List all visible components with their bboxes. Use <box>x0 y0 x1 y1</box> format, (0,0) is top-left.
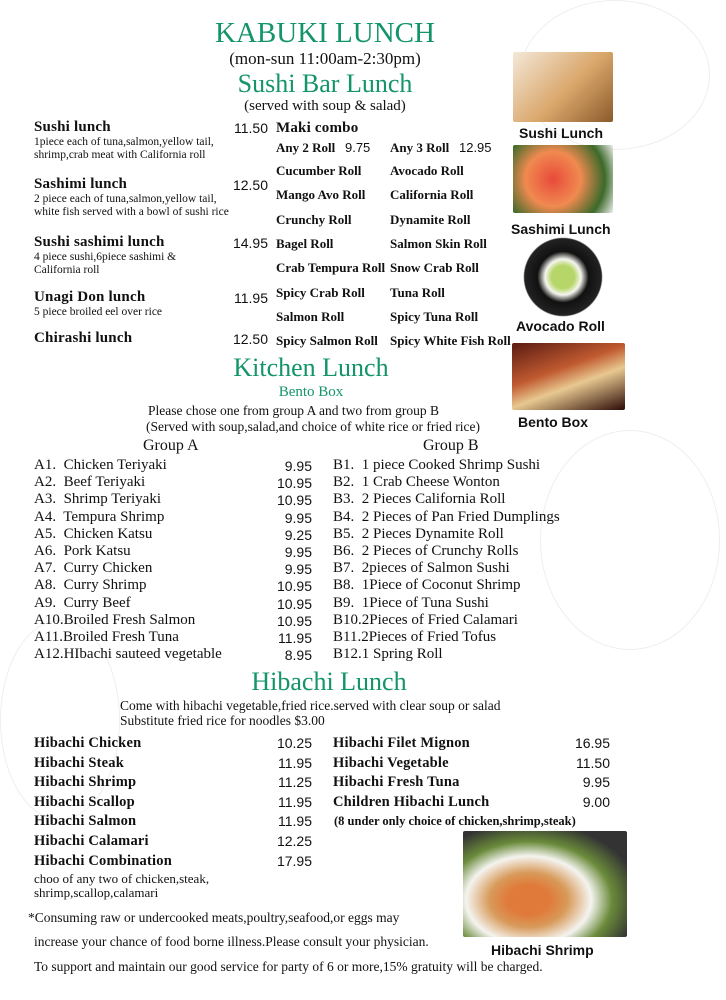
group-b-item: B2. 1 Crab Cheese Wonton <box>333 474 500 491</box>
maki-roll: Cucumber Roll <box>276 163 362 178</box>
hibachi-item-name: Hibachi Shrimp <box>34 774 137 790</box>
hibachi-shrimp-caption: Hibachi Shrimp <box>491 942 594 958</box>
sushi-item-name: Chirashi lunch <box>34 330 133 346</box>
group-a-item: A4. Tempura Shrimp <box>34 508 165 525</box>
maki-roll: Spicy Salmon Roll <box>276 333 378 349</box>
avocado-roll-photo <box>513 237 613 317</box>
hibachi-item-name: Hibachi Vegetable <box>333 755 449 771</box>
group-a-item: A6. Pork Katsu <box>34 543 131 559</box>
footer-line-1: *Consuming raw or undercooked meats,poultry,seafood,or eggs may <box>28 910 400 925</box>
sashimi-lunch-photo <box>513 145 613 213</box>
hibachi-item-name: Children Hibachi Lunch <box>333 794 490 810</box>
group-b-item: B3. 2 Pieces California Roll <box>333 491 506 508</box>
maki-roll: Salmon Skin Roll <box>390 235 487 251</box>
sushi-item-name: Unagi Don lunch <box>34 289 146 305</box>
hibachi-shrimp-photo <box>463 831 627 937</box>
maki-roll: California Roll <box>390 187 474 203</box>
sushi-item-desc: 4 piece sushi,6piece sashimi & <box>34 251 177 263</box>
sushi-item-desc: white fish served with a bowl of sushi rice <box>34 206 229 218</box>
group-a-item: A7. Curry Chicken <box>34 560 153 577</box>
sushi-item-price: 14.95 <box>232 235 268 251</box>
hibachi-item-price: 17.95 <box>276 853 312 869</box>
sushi-item-price: 12.50 <box>232 177 268 193</box>
group-a-price: 10.95 <box>276 492 312 509</box>
sushi-item-desc: shrimp,crab meat with California roll <box>34 149 206 161</box>
group-a-price: 8.95 <box>284 647 312 664</box>
any3-price: 12.95 <box>458 140 492 155</box>
hibachi-item-name: Hibachi Combination <box>34 853 172 869</box>
sushi-item-desc: 2 piece each of tuna,salmon,yellow tail, <box>34 193 217 205</box>
group-b-item: B5. 2 Pieces Dynamite Roll <box>333 525 504 542</box>
any3-label: Any 3 Roll <box>390 140 450 155</box>
group-a-price: 10.95 <box>276 612 312 629</box>
group-a-item: A11.Broiled Fresh Tuna <box>34 629 179 645</box>
group-a-price: 9.95 <box>284 544 312 560</box>
combo-desc-line: choo of any two of chicken,steak, <box>34 871 210 886</box>
maki-roll: Mango Avo Roll <box>276 187 366 203</box>
hibachi-item-price: 9.00 <box>582 794 610 810</box>
hibachi-note-2: Substitute fried rice for noodles $3.00 <box>120 713 325 728</box>
hibachi-item-price: 11.95 <box>278 755 312 771</box>
hibachi-item-price: 16.95 <box>574 735 610 751</box>
group-a-item: A8. Curry Shrimp <box>34 577 147 594</box>
maki-any3 <box>390 140 492 156</box>
maki-roll: Spicy Crab Roll <box>276 284 365 300</box>
group-a-item: A12.HIbachi sauteed vegetable <box>34 646 222 663</box>
footer-line-3: To support and maintain our good service for party of 6 or more,15% gratuity will be charged. <box>34 959 543 974</box>
maki-roll: Crab Tempura Roll <box>276 260 386 276</box>
group-b-item: B1. 1 piece Cooked Shrimp Sushi <box>333 457 541 473</box>
group-b-item: B12.1 Spring Roll <box>333 646 443 663</box>
maki-roll: Snow Crab Roll <box>390 260 479 276</box>
hibachi-item-name: Hibachi Filet Mignon <box>333 735 470 751</box>
sushi-item-price: 11.50 <box>234 120 268 136</box>
hibachi-item-price: 11.25 <box>278 774 312 790</box>
maki-roll: Avocado Roll <box>390 163 464 178</box>
group-a-price: 10.95 <box>276 578 312 595</box>
kitchen-lunch-subtitle: Bento Box <box>278 384 344 400</box>
decor-swirl <box>540 430 720 650</box>
maki-any2 <box>276 140 370 156</box>
menu-title: KABUKI LUNCH <box>215 17 435 49</box>
maki-roll: Dynamite Roll <box>390 211 471 227</box>
group-b-item: B10.2Pieces of Fried Calamari <box>333 611 518 628</box>
group-a-price: 10.95 <box>276 475 312 492</box>
group-a-price: 9.95 <box>284 561 312 578</box>
group-b-item: B11.2Pieces of Fried Tofus <box>333 629 497 645</box>
group-b-item: B7. 2pieces of Salmon Sushi <box>333 560 510 577</box>
group-a-title: Group A <box>143 437 199 454</box>
sushi-item-name: Sushi sashimi lunch <box>34 234 165 250</box>
hibachi-item-price: 10.25 <box>276 735 312 751</box>
group-a-item: A1. Chicken Teriyaki <box>34 457 167 473</box>
group-a-price: 10.95 <box>276 595 312 612</box>
any2-price: 9.75 <box>344 140 371 155</box>
maki-roll: Tuna Roll <box>390 284 445 300</box>
hibachi-item-price: 11.95 <box>278 813 312 829</box>
kitchen-lunch-title: Kitchen Lunch <box>233 353 389 382</box>
avocado-roll-caption: Avocado Roll <box>516 318 605 334</box>
any2-label: Any 2 Roll <box>276 140 336 155</box>
sushi-lunch-caption: Sushi Lunch <box>519 125 603 141</box>
group-a-price: 11.95 <box>278 630 312 646</box>
footer-line-2: increase your chance of food borne illness.Please consult your physician. <box>34 934 429 949</box>
kitchen-note-1: Please chose one from group A and two from group B <box>148 403 439 418</box>
sashimi-lunch-caption: Sashimi Lunch <box>511 221 611 237</box>
group-a-item: A5. Chicken Katsu <box>34 525 153 542</box>
sushi-item-name: Sushi lunch <box>34 119 111 135</box>
sushi-item-name: Sashimi lunch <box>34 176 128 192</box>
group-b-item: B4. 2 Pieces of Pan Fried Dumplings <box>333 508 560 525</box>
sushi-item-desc: 5 piece broiled eel over rice <box>34 306 163 318</box>
hibachi-item-price: 11.95 <box>278 794 312 810</box>
kitchen-note-2: (Served with soup,salad,and choice of white rice or fried rice) <box>146 419 480 434</box>
sushi-lunch-photo <box>513 52 613 122</box>
hibachi-item-price: 9.95 <box>582 774 610 790</box>
group-a-item: A3. Shrimp Teriyaki <box>34 491 161 508</box>
hibachi-lunch-title: Hibachi Lunch <box>251 667 407 696</box>
hibachi-item-price: 12.25 <box>276 833 312 849</box>
sushi-item-price: 12.50 <box>232 331 268 347</box>
hibachi-item-name: Hibachi Steak <box>34 755 125 771</box>
combo-desc-line: shrimp,scallop,calamari <box>34 885 159 900</box>
children-note: (8 under only choice of chicken,shrimp,steak) <box>334 814 576 828</box>
maki-title: Maki combo <box>276 120 359 136</box>
group-b-item: B9. 1Piece of Tuna Sushi <box>333 594 489 611</box>
group-a-item: A2. Beef Teriyaki <box>34 474 146 491</box>
hibachi-item-name: Hibachi Scallop <box>34 794 135 810</box>
combo-desc <box>34 872 209 900</box>
maki-roll: Crunchy Roll <box>276 211 352 227</box>
hibachi-item-name: Hibachi Calamari <box>34 833 149 849</box>
sushi-bar-subtitle: (served with soup & salad) <box>244 98 406 114</box>
maki-roll: Spicy Tuna Roll <box>390 308 479 324</box>
sushi-item-desc: California roll <box>34 264 100 276</box>
maki-roll: Salmon Roll <box>276 308 345 324</box>
bento-box-caption: Bento Box <box>518 414 588 430</box>
hibachi-item-name: Hibachi Chicken <box>34 735 142 751</box>
group-a-item: A10.Broiled Fresh Salmon <box>34 611 196 628</box>
maki-roll: Spicy White Fish Roll <box>390 333 511 349</box>
group-a-item: A9. Curry Beef <box>34 594 131 611</box>
hibachi-item-price: 11.50 <box>576 755 610 771</box>
sushi-item-desc: 1piece each of tuna,salmon,yellow tail, <box>34 136 214 148</box>
hibachi-item-name: Hibachi Fresh Tuna <box>333 774 460 790</box>
maki-roll: Bagel Roll <box>276 235 334 251</box>
group-a-price: 9.95 <box>284 458 312 474</box>
group-b-item: B6. 2 Pieces of Crunchy Rolls <box>333 543 519 559</box>
group-a-price: 9.25 <box>284 526 312 543</box>
hibachi-note-1: Come with hibachi vegetable,fried rice.served with clear soup or salad <box>120 698 501 713</box>
sushi-bar-title: Sushi Bar Lunch <box>237 69 413 98</box>
group-b-item: B8. 1Piece of Coconut Shrimp <box>333 577 521 594</box>
group-a-price: 9.95 <box>284 509 312 526</box>
hibachi-item-name: Hibachi Salmon <box>34 813 137 829</box>
group-b-title: Group B <box>423 437 479 454</box>
hours: (mon-sun 11:00am-2:30pm) <box>229 49 421 68</box>
sushi-item-price: 11.95 <box>234 290 268 306</box>
